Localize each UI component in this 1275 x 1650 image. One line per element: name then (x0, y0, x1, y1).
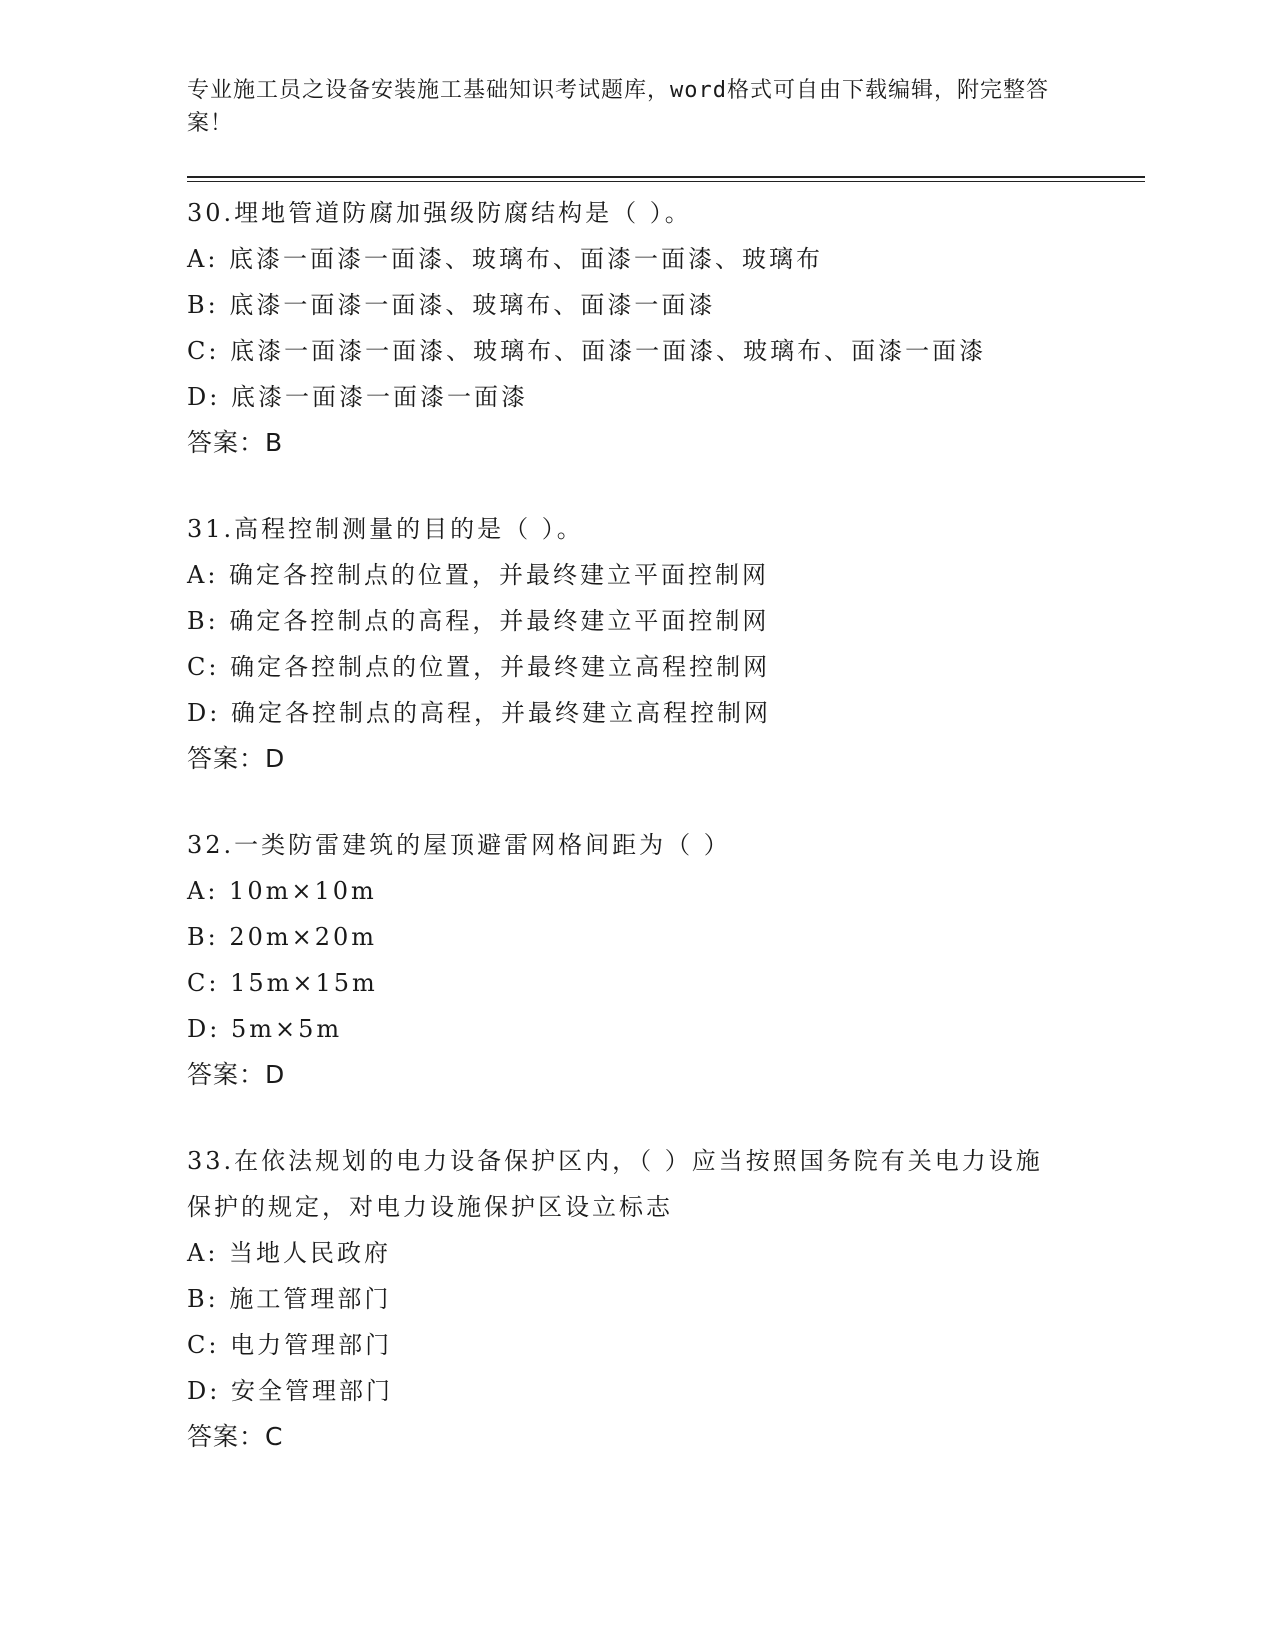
option-c: C: 15m×15m (187, 969, 378, 997)
option-d: D: 5m×5m (187, 1015, 343, 1043)
option-b: B: 20m×20m (187, 923, 378, 951)
option-c: C: 底漆一面漆一面漆、玻璃布、面漆一面漆、玻璃布、面漆一面漆 (187, 337, 987, 365)
document-intro: 专业施工员之设备安装施工基础知识考试题库，word格式可自由下载编辑，附完整答案！ (187, 78, 1049, 136)
option-d: D: 确定各控制点的高程，并最终建立高程控制网 (187, 699, 771, 727)
option-b: B: 施工管理部门 (187, 1285, 392, 1313)
question-stem: 31.高程控制测量的目的是（ ）。 (187, 515, 584, 543)
header-divider (187, 176, 1145, 178)
option-d: D: 底漆一面漆一面漆一面漆 (187, 383, 528, 411)
option-a: A: 确定各控制点的位置，并最终建立平面控制网 (187, 561, 770, 589)
answer-key: 答案：B (187, 428, 284, 457)
option-a: A: 10m×10m (187, 877, 377, 905)
option-b: B: 确定各控制点的高程，并最终建立平面控制网 (187, 607, 770, 635)
question-32 (187, 822, 1087, 1098)
question-list (187, 190, 1087, 1500)
question-30 (187, 190, 1087, 466)
option-a: A: 当地人民政府 (187, 1239, 392, 1267)
question-stem: 32.一类防雷建筑的屋顶避雷网格间距为（ ） (187, 831, 731, 859)
question-31 (187, 506, 1087, 782)
option-c: C: 电力管理部门 (187, 1331, 393, 1359)
option-c: C: 确定各控制点的位置，并最终建立高程控制网 (187, 653, 771, 681)
answer-key: 答案：D (187, 1060, 286, 1089)
question-33 (187, 1138, 1087, 1460)
answer-key: 答案：D (187, 744, 286, 773)
option-d: D: 安全管理部门 (187, 1377, 393, 1405)
question-stem: 30.埋地管道防腐加强级防腐结构是（ ）。 (187, 199, 692, 227)
header-divider-thin (187, 181, 1145, 182)
question-stem: 33.在依法规划的电力设备保护区内，（ ）应当按照国务院有关电力设施保护的规定，对电力设施保护区设立标志 (187, 1147, 1043, 1221)
answer-key: 答案：C (187, 1422, 284, 1451)
option-b: B: 底漆一面漆一面漆、玻璃布、面漆一面漆 (187, 291, 716, 319)
option-a: A: 底漆一面漆一面漆、玻璃布、面漆一面漆、玻璃布 (187, 245, 824, 273)
